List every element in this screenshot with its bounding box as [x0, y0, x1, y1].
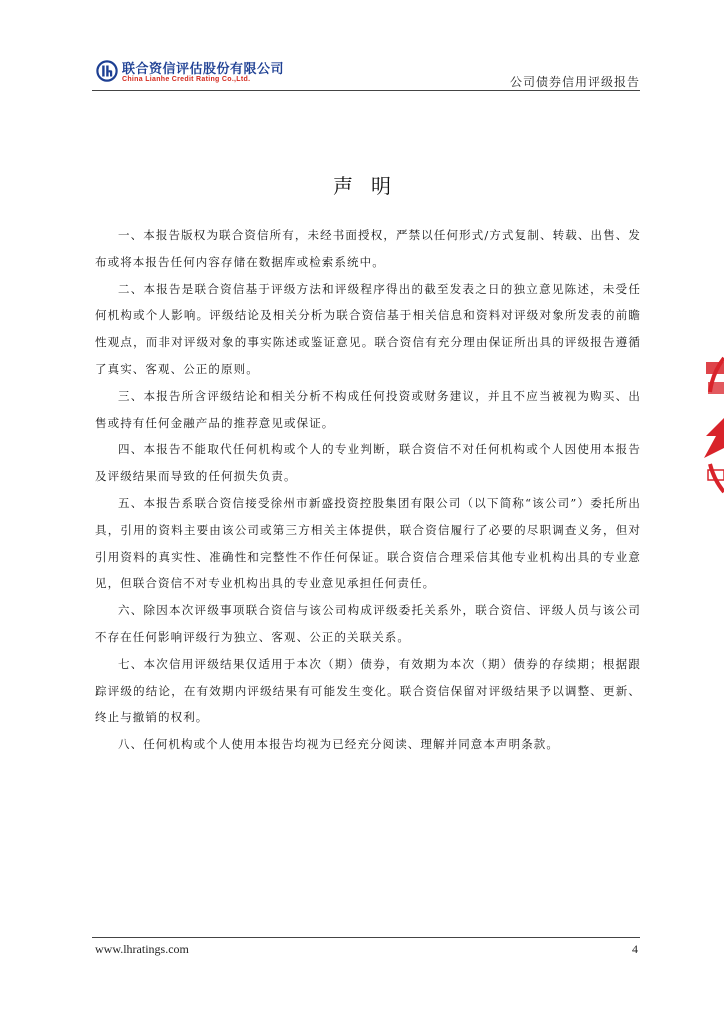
declaration-paragraph-6: 六、除因本次评级事项联合资信与该公司构成评级委托关系外，联合资信、评级人员与该公司不存在任何影响评级行为独立、客观、公正的关联关系。: [95, 603, 641, 644]
page-number: 4: [632, 942, 638, 956]
company-name-en: China Lianhe Credit Rating Co.,Ltd.: [122, 76, 251, 83]
header-divider: [92, 90, 640, 91]
declaration-paragraph-8: 八、任何机构或个人使用本报告均视为已经充分阅读、理解并同意本声明条款。: [118, 737, 559, 752]
company-name-cn: 联合资信评估股份有限公司: [122, 62, 285, 77]
page-title: 声明: [333, 174, 409, 198]
declaration-paragraph-2: 二、本报告是联合资信基于评级方法和评级程序得出的截至发表之日的独立意见陈述，未受任何机构或个人影响。评级结论及相关分析为联合资信基于相关信息和资料对评级对象所发表的前瞻性观点，而非对评级对象的事实陈述或鉴证意见。联合资信有充分理由保证所出具的评级报告遵循了真实、客观、公正的原则。: [95, 281, 641, 376]
declaration-paragraph-7: 七、本次信用评级结果仅适用于本次（期）债券，有效期为本次（期）债券的存续期；根据跟踪评级的结论，在有效期内评级结果有可能发生变化。联合资信保留对评级结果予以调整、更新、终止与撤销的权利。: [95, 656, 641, 725]
declaration-paragraph-5: 五、本报告系联合资信接受徐州市新盛投资控股集团有限公司（以下简称“该公司”）委托所出具，引用的资料主要由该公司或第三方相关主体提供，联合资信履行了必要的尽职调查义务，但对引用资料的真实性、准确性和完整性不作任何保证。联合资信合理采信其他专业机构出具的专业意见，但联合资信不对专业机构出具的专业意见承担任何责任。: [95, 495, 641, 591]
footer-divider: [92, 937, 640, 938]
declaration-paragraph-1: 一、本报告版权为联合资信所有，未经书面授权，严禁以任何形式/方式复制、转载、出售、发布或将本报告任何内容存储在数据库或检索系统中。: [95, 228, 641, 269]
declaration-body: [95, 222, 641, 758]
lianhe-logo-icon: [96, 60, 118, 82]
declaration-paragraph-3: 三、本报告所含评级结论和相关分析不构成任何投资或财务建议，并且不应当被视为购买、出售或持有任何金融产品的推荐意见或保证。: [95, 388, 641, 430]
declaration-paragraph-4: 四、本报告不能取代任何机构或个人的专业判断，联合资信不对任何机构或个人因使用本报告及评级结果而导致的任何损失负责。: [95, 442, 641, 484]
report-title: 公司债券信用评级报告: [509, 75, 640, 89]
website-link[interactable]: www.lhratings.com: [95, 942, 189, 956]
company-seal-stamp: [700, 352, 724, 496]
